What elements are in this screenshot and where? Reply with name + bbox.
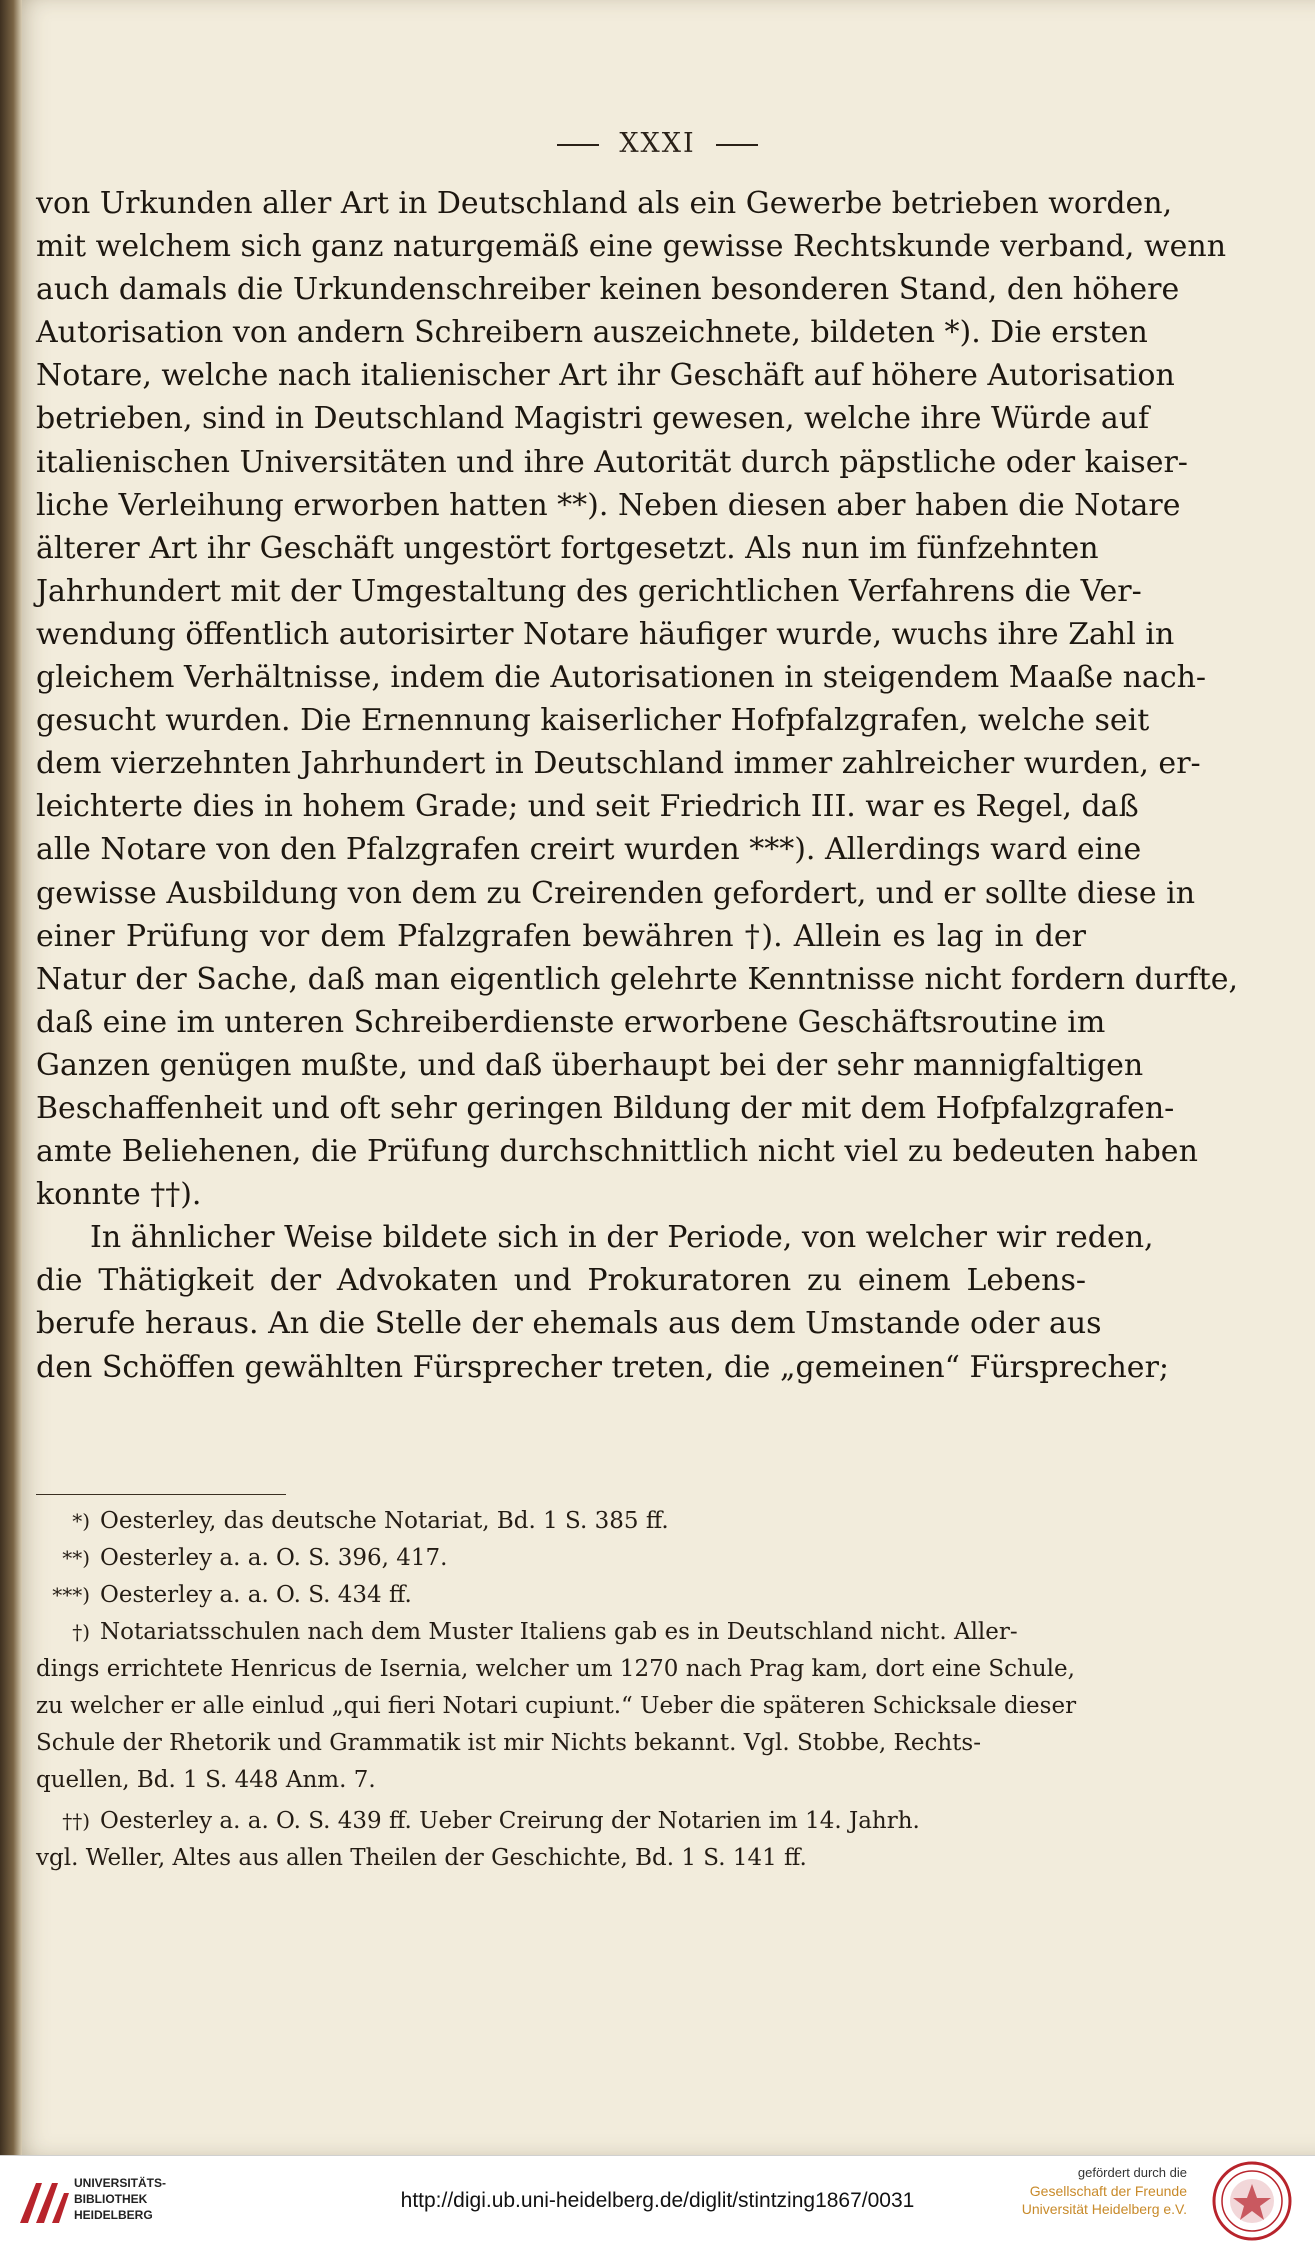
text-line: leichterte dies in hohem Grade; und seit Friedrich III. war es Regel, daß <box>36 789 1139 825</box>
text-line: konnte ††). <box>36 1177 202 1213</box>
text-line: mit welchem sich ganz naturgemäß eine gewisse Rechtskunde verband, wenn <box>36 229 1227 265</box>
page-number: XXXI <box>619 128 696 159</box>
text-line: Beschaffenheit und oft sehr geringen Bildung der mit dem Hofpfalzgrafen- <box>36 1090 1175 1126</box>
text-line: In ähnlicher Weise bildete sich in der Periode, von welcher wir reden, <box>90 1220 1154 1256</box>
text-line: von Urkunden aller Art in Deutschland als ein Gewerbe betrieben worden, <box>36 186 1173 221</box>
text-line: Ganzen genügen mußte, und daß überhaupt bei der sehr mannigfaltigen <box>36 1047 1144 1083</box>
main-text <box>36 182 1238 1389</box>
footnote-mark: †) <box>72 1620 90 1644</box>
text-line: auch damals die Urkundenschreiber keinen besonderen Stand, den höhere <box>36 272 1180 308</box>
text-line: die Thätigkeit der Advokaten und Prokuratoren zu einem Lebens- <box>36 1263 1086 1299</box>
footnote-text: Schule der Rhetorik und Grammatik ist mir Nichts bekannt. Vgl. Stobbe, Rechts- <box>36 1730 981 1756</box>
text-line: Jahrhundert mit der Umgestaltung des gerichtlichen Verfahrens die Ver- <box>36 573 1142 609</box>
text-line: gesucht wurden. Die Ernennung kaiserlicher Hofpfalzgrafen, welche seit <box>36 703 1150 739</box>
text-line: liche Verleihung erworben hatten **). Neben diesen aber haben die Notare <box>36 487 1181 523</box>
text-line: den Schöffen gewählten Fürsprecher treten, die „gemeinen“ Fürsprecher; <box>36 1349 1170 1385</box>
text-line: gleichem Verhältnisse, indem die Autorisationen in steigendem Maaße nach- <box>36 660 1207 696</box>
library-name-line: BIBLIOTHEK <box>74 2192 148 2206</box>
sponsor-org: Gesellschaft der Freunde <box>1029 2183 1187 2199</box>
text-line: Notare, welche nach italienischer Art ihr Geschäft auf höhere Autorisation <box>36 358 1175 394</box>
text-line: gewisse Ausbildung von dem zu Creirenden gefordert, und er sollte diese in <box>36 875 1196 911</box>
footnote-text: dings errichtete Henricus de Isernia, welcher um 1270 nach Prag kam, dort eine Schule, <box>36 1656 1075 1682</box>
text-line: daß eine im unteren Schreiberdienste erworbene Geschäftsroutine im <box>36 1004 1106 1040</box>
text-line: alle Notare von den Pfalzgrafen creirt wurden ***). Allerdings ward eine <box>36 832 1142 868</box>
footnote-mark: ††) <box>62 1809 90 1833</box>
footnote-mark: *) <box>72 1509 90 1533</box>
text-line: einer Prüfung vor dem Pfalzgrafen bewähren †). Allein es lag in der <box>36 918 1086 954</box>
header-dash-right <box>716 144 758 146</box>
footnote-line <box>36 1803 1086 1840</box>
text-line: Autorisation von andern Schreibern auszeichnete, bildeten *). Die ersten <box>36 315 1148 351</box>
footnote-text: Oesterley a. a. O. S. 439 ff. Ueber Creirung der Notarien im 14. Jahrh. <box>100 1808 920 1834</box>
permalink-url[interactable]: http://digi.ub.uni-heidelberg.de/diglit/stintzing1867/0031 <box>400 2189 915 2212</box>
text-line: italienischen Universitäten und ihre Autorität durch päpstliche oder kaiser- <box>36 444 1188 480</box>
sponsor-org: Universität Heidelberg e.V. <box>1021 2201 1187 2217</box>
footnote-text: quellen, Bd. 1 S. 448 Anm. 7. <box>36 1767 376 1793</box>
library-name-line: UNIVERSITÄTS- <box>74 2176 167 2190</box>
footnote-text: Oesterley, das deutsche Notariat, Bd. 1 S. 385 ff. <box>100 1508 669 1534</box>
footnote-line <box>36 1614 1086 1651</box>
text-line: dem vierzehnten Jahrhundert in Deutschland immer zahlreicher wurden, er- <box>36 746 1201 782</box>
text-line: wendung öffentlich autorisirter Notare häufiger wurde, wuchs ihre Zahl in <box>36 616 1175 652</box>
footnote-line <box>36 1540 1086 1577</box>
footnotes <box>36 1503 1086 1877</box>
footnote-text: zu welcher er alle einlud „qui fieri Notari cupiunt.“ Ueber die späteren Schicksale dieser <box>36 1693 1077 1719</box>
footnote-text: Oesterley a. a. O. S. 434 ff. <box>100 1582 412 1608</box>
library-name-line: HEIDELBERG <box>74 2208 153 2222</box>
sponsor-label: gefördert durch die <box>1077 2165 1187 2180</box>
text-line: amte Beliehenen, die Prüfung durchschnittlich nicht viel zu bedeuten haben <box>36 1134 1198 1170</box>
footnote-line <box>36 1840 1086 1877</box>
text-line: älterer Art ihr Geschäft ungestört fortgesetzt. Als nun im fünfzehnten <box>36 530 1099 566</box>
header-dash-left <box>557 144 599 146</box>
footnote-mark: **) <box>62 1546 90 1570</box>
text-line: berufe heraus. An die Stelle der ehemals aus dem Umstande oder aus <box>36 1306 1102 1342</box>
book-binding-edge <box>0 0 22 2155</box>
footnote-line <box>36 1688 1086 1725</box>
footnote-line <box>36 1577 1086 1614</box>
running-header <box>0 128 1315 159</box>
footnote-line <box>36 1503 1086 1540</box>
text-line: Natur der Sache, daß man eigentlich gelehrte Kenntnisse nicht fordern durfte, <box>36 961 1238 997</box>
footnote-text: Notariatsschulen nach dem Muster Italiens gab es in Deutschland nicht. Aller- <box>100 1619 1018 1645</box>
footnote-divider <box>36 1494 286 1495</box>
digitization-footer <box>0 2155 1315 2246</box>
footnote-text: vgl. Weller, Altes aus allen Theilen der Geschichte, Bd. 1 S. 141 ff. <box>36 1845 807 1871</box>
university-seal-icon <box>1211 2160 1293 2242</box>
footnote-line <box>36 1651 1086 1688</box>
sponsor-block <box>977 2164 1187 2218</box>
footnote-line <box>36 1762 1086 1799</box>
footnote-line <box>36 1725 1086 1762</box>
text-line: betrieben, sind in Deutschland Magistri gewesen, welche ihre Würde auf <box>36 401 1150 437</box>
footnote-text: Oesterley a. a. O. S. 396, 417. <box>100 1545 448 1571</box>
footnote-mark: ***) <box>52 1583 90 1607</box>
